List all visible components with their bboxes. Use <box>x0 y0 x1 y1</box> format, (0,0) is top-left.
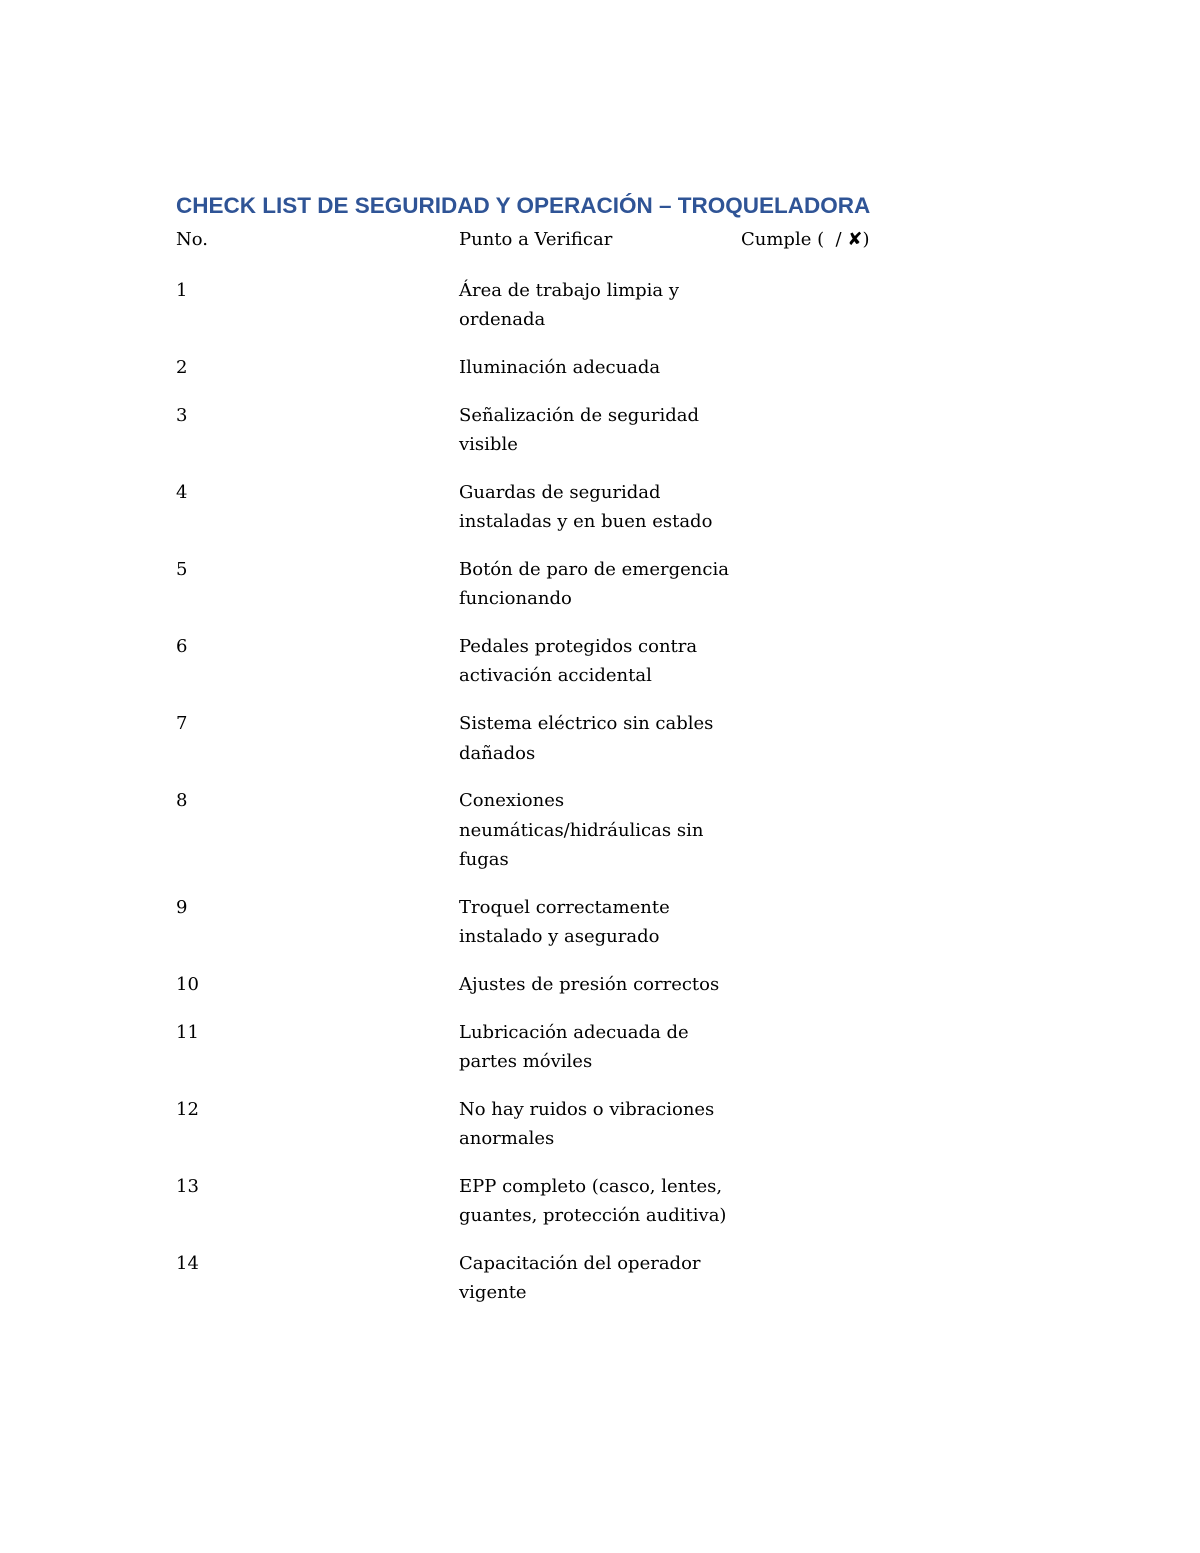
row-number: 2 <box>176 357 188 379</box>
table-row <box>176 970 936 999</box>
row-number: 1 <box>176 280 188 301</box>
row-check-item: Lubricación adecuada de partes móviles <box>459 1021 689 1072</box>
table-row <box>176 632 936 691</box>
table-row <box>176 401 936 460</box>
row-check-item: No hay ruidos o vibraciones anormales <box>459 1098 715 1150</box>
table-row <box>176 1172 936 1231</box>
cross-mark-icon: ✘ <box>847 229 863 250</box>
row-check-item: EPP completo (casco, lentes, guantes, protección auditiva) <box>459 1175 727 1227</box>
table-row <box>176 893 936 952</box>
row-number: 11 <box>176 1021 199 1043</box>
checklist-rows <box>176 276 936 1326</box>
table-row <box>176 478 936 537</box>
row-number: 6 <box>176 636 188 658</box>
header-cumple <box>741 226 941 254</box>
row-check-item: Guardas de seguridad instaladas y en buen estado <box>459 481 713 533</box>
table-row <box>176 555 936 614</box>
row-number: 14 <box>176 1252 199 1274</box>
table-row <box>176 709 936 768</box>
row-check-item: Área de trabajo limpia y ordenada <box>459 280 680 331</box>
row-check-item: Conexiones neumáticas/hidráulicas sin fugas <box>459 790 704 870</box>
table-header <box>176 226 936 256</box>
header-cumple-mid: / <box>824 229 842 250</box>
row-number: 5 <box>176 559 188 581</box>
header-cumple-prefix: Cumple ( <box>741 229 825 250</box>
table-row <box>176 1018 936 1077</box>
row-check-item: Iluminación adecuada <box>459 357 661 379</box>
row-check-item: Señalización de seguridad visible <box>459 404 700 456</box>
row-check-item: Sistema eléctrico sin cables dañados <box>459 713 714 764</box>
header-item: Punto a Verificar <box>459 229 613 250</box>
table-row <box>176 353 936 382</box>
row-number: 7 <box>176 713 188 735</box>
row-number: 10 <box>176 973 199 995</box>
table-row <box>176 1095 936 1154</box>
row-check-item: Pedales protegidos contra activación accidental <box>459 636 698 687</box>
table-row <box>176 1249 936 1308</box>
row-number: 12 <box>176 1098 199 1120</box>
row-number: 13 <box>176 1175 199 1197</box>
row-check-item: Troquel correctamente instalado y asegurado <box>459 896 670 948</box>
row-number: 3 <box>176 404 188 426</box>
header-no: No. <box>176 229 208 250</box>
row-number: 4 <box>176 481 188 503</box>
row-number: 8 <box>176 790 188 812</box>
row-check-item: Ajustes de presión correctos <box>459 973 720 995</box>
header-cumple-suffix: ) <box>862 229 870 250</box>
table-row <box>176 786 936 874</box>
document-title: CHECK LIST DE SEGURIDAD Y OPERACIÓN – TROQUELADORA <box>176 193 871 218</box>
table-row <box>176 276 936 335</box>
row-number: 9 <box>176 896 188 918</box>
row-check-item: Capacitación del operador vigente <box>459 1252 701 1304</box>
row-check-item: Botón de paro de emergencia funcionando <box>459 559 729 610</box>
